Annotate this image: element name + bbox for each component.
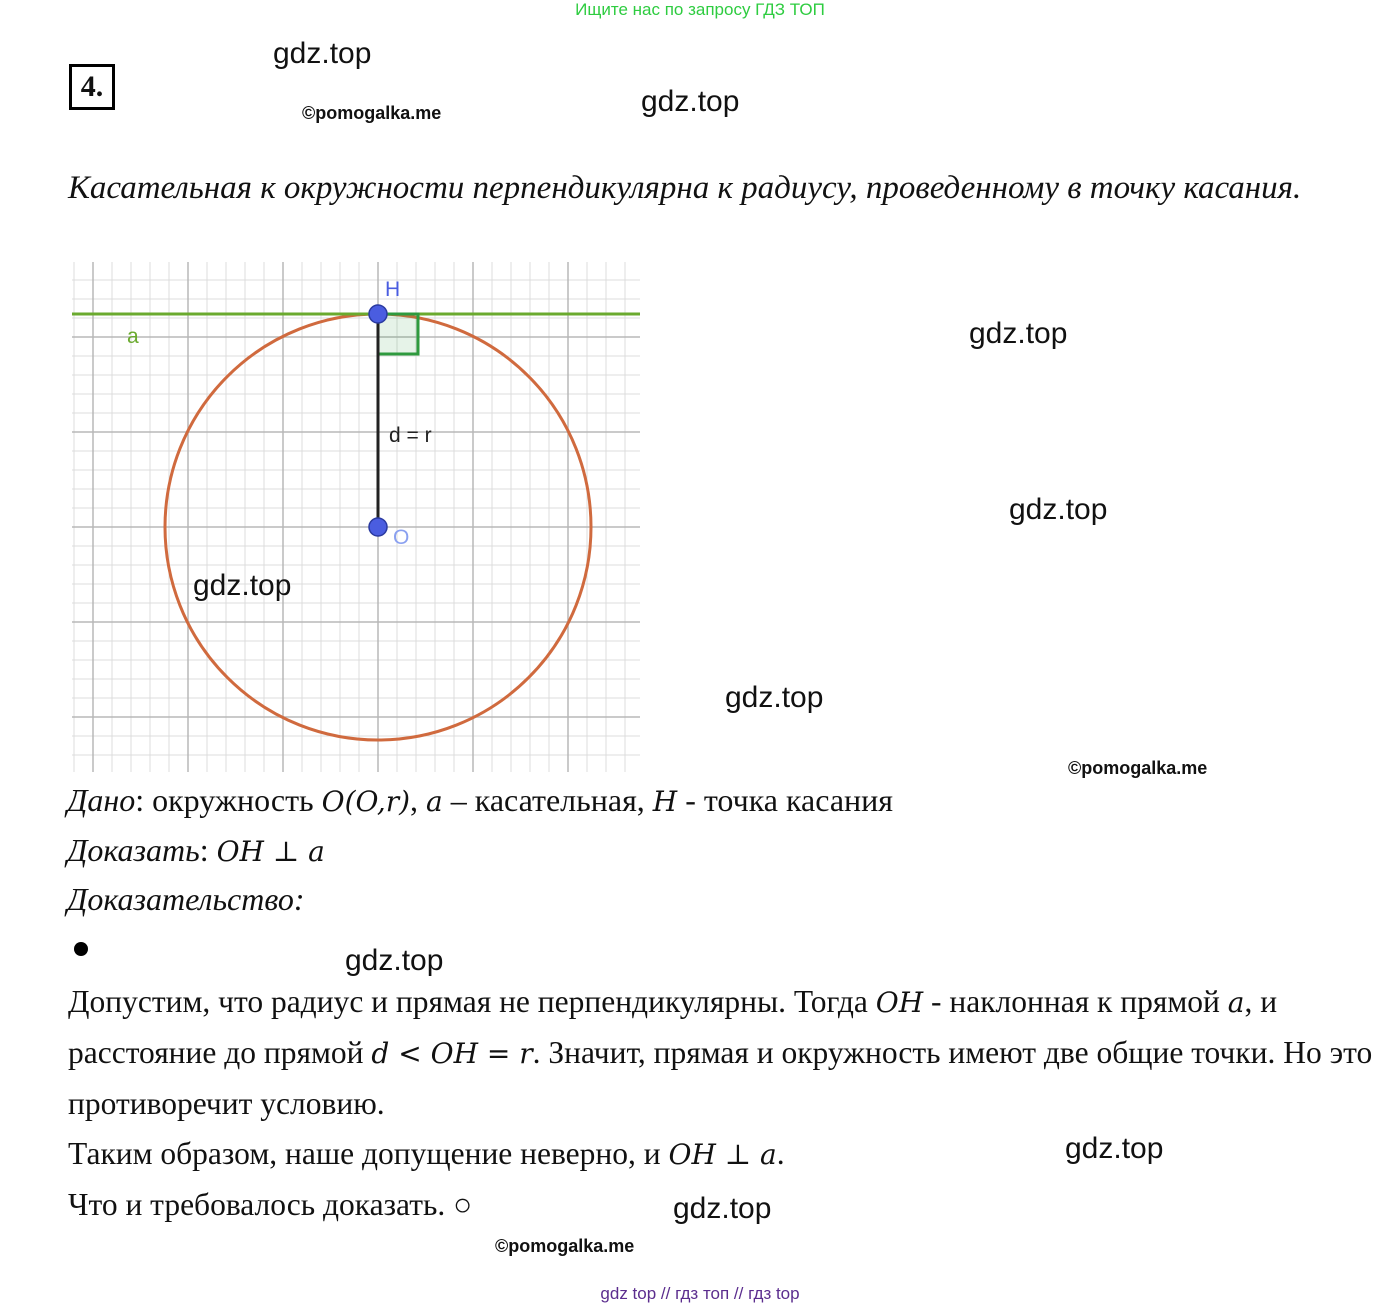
proof-label: Доказательство: (67, 881, 305, 917)
watermark: gdz.top (1009, 493, 1108, 526)
watermark: gdz.top (725, 681, 824, 714)
copyright: ©pomogalka.me (302, 103, 442, 123)
label-d-equals-r: d = r (389, 424, 432, 447)
label-h: H (385, 278, 401, 301)
math-point: H (652, 785, 678, 818)
proof-paragraph: Допустим, что радиус и прямая не перпендикулярны. Тогда OH - наклонная к прямой a, и расстояние до прямой d < OH = r. Значит, прямая и окружность имеют две общие точки. Но это противоречит условию. (68, 984, 1373, 1121)
prove-expr: OH ⊥ a (216, 835, 325, 868)
given-line: Дано: окружность O(O,r), a – касательная, H - точка касания (67, 782, 893, 818)
watermark: gdz.top (673, 1192, 772, 1225)
watermark: gdz.top (193, 569, 292, 602)
point-o (369, 518, 387, 536)
theorem-text: Касательная к окружности перпендикулярна к радиусу, проведенному в точку касания. (68, 170, 1302, 206)
grid (72, 262, 640, 772)
label-o: O (393, 526, 410, 549)
top-banner[interactable]: Ищите нас по запросу ГДЗ ТОП (575, 0, 825, 19)
geometry-figure (72, 262, 640, 772)
footer-links[interactable]: gdz top // гдз топ // гдз top (600, 1284, 800, 1303)
math-line: a (426, 785, 443, 818)
watermark: gdz.top (273, 37, 372, 70)
proof-conclusion: Таким образом, наше допущение неверно, и OH ⊥ a. (68, 1136, 785, 1171)
copyright: ©pomogalka.me (495, 1236, 635, 1256)
prove-label: Доказать (67, 832, 200, 868)
watermark: gdz.top (345, 944, 444, 977)
given-label: Дано (67, 782, 136, 818)
bullet (74, 942, 88, 956)
copyright: ©pomogalka.me (1068, 758, 1208, 778)
proof-qed: Что и требовалось доказать. ○ (68, 1187, 473, 1222)
label-a: a (127, 325, 139, 348)
grid-major (72, 262, 640, 772)
watermark: gdz.top (1065, 1132, 1164, 1165)
task-number: 4. (69, 64, 115, 110)
watermark: gdz.top (641, 85, 740, 118)
point-h (369, 305, 387, 323)
prove-line: Доказать: OH ⊥ a (67, 832, 325, 868)
math-circle: O(O,r) (321, 785, 411, 818)
watermark: gdz.top (969, 317, 1068, 350)
